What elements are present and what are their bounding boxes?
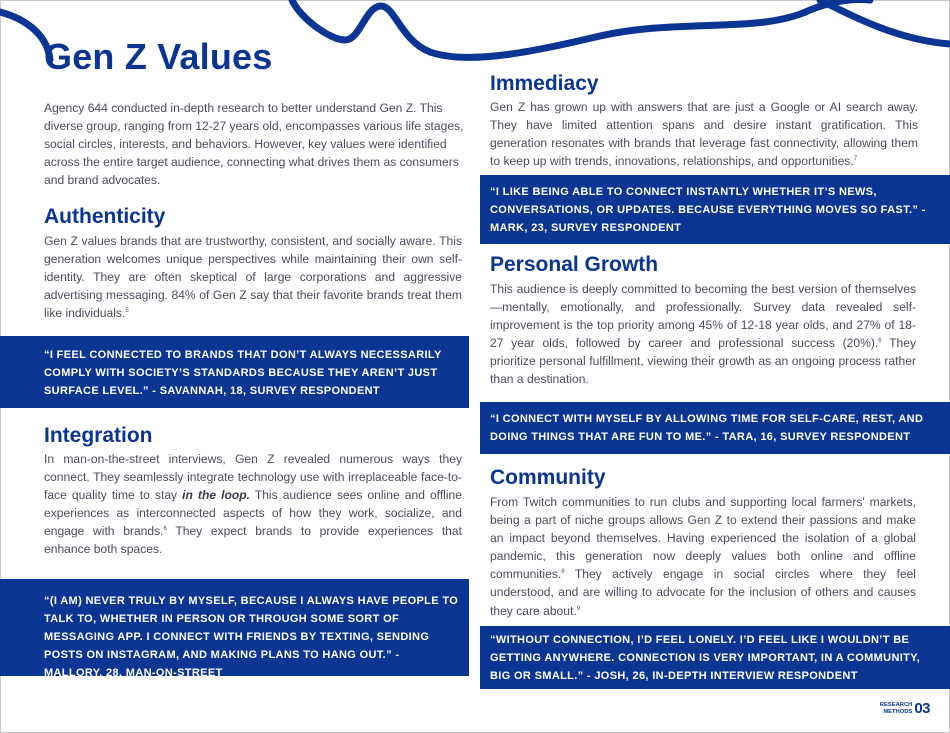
page-number: 03 bbox=[914, 700, 930, 717]
intro-paragraph: Agency 644 conducted in-depth research to better understand Gen Z. This diverse group, ranging from 12-27 years old, encompasses various life stages, social circles, interests, and behaviors. However, key values were identified across the entire target audience, connecting what drives them as consumers and brand advocates. bbox=[44, 101, 464, 188]
authenticity-paragraph: Gen Z values brands that are trustworthy, consistent, and socially aware. This generation welcomes unique perspectives while maintaining their own self-identity. They are often skeptical of large corporations and aggressive advertising messaging. 84% of Gen Z say that their favorite brands treat them like individuals.$^5$ bbox=[44, 234, 462, 321]
community-paragraph: From Twitch communities to run clubs and supporting local farmers' markets, being a part of niche groups allows Gen Z to extend their passions and make an impact beyond themselves. Having experienced the isolation of a global pandemic, this generation now deeply values both online and offline communities.$^8$ They actively engage in social circles where they feel understood, and are willing to advocate for the inclusion of others and causes they care about.$^9$ bbox=[490, 495, 916, 618]
section-label: RESEARCH METHODS bbox=[879, 702, 913, 715]
footnote-marker: 5 bbox=[125, 308, 129, 315]
authenticity-quote: “I FEEL CONNECTED TO BRANDS THAT DON’T ALWAYS NECESSARILY COMPLY WITH SOCIETY’S STANDARDS BECAUSE THEY AREN’T JUST SURFACE LEVEL.” - SAVANNAH, 18, SURVEY RESPONDENT bbox=[0, 336, 469, 408]
immediacy-heading: Immediacy bbox=[490, 72, 599, 95]
integration-heading: Integration bbox=[44, 424, 153, 447]
community-heading: Community bbox=[490, 466, 606, 489]
immediacy-paragraph: Gen Z has grown up with answers that are just a Google or AI search away. They have limited attention spans and desire instant gratification. This generation resonates with brands that leverage fast connectivity, allowing them to keep up with trends, innovations, relationships, and opportunities.$^7$ bbox=[490, 100, 918, 169]
integration-paragraph: In man-on-the-street interviews, Gen Z revealed numerous ways they connect. They seamlessly integrate technology use with irreplaceable face-to-face quality time to stay in the loop. This audience sees online and offline experiences as interconnected aspects of how they work, socialize, and engage with brands.$^6$ They expect brands to provide experiences that enhance both spaces. bbox=[44, 452, 463, 557]
personal-growth-quote: “I CONNECT WITH MYSELF BY ALLOWING TIME FOR SELF-CARE, REST, AND DOING THINGS THAT ARE FUN TO ME.” - TARA, 16, SURVEY RESPONDENT bbox=[480, 402, 950, 454]
footnote-marker: 8 bbox=[561, 569, 565, 576]
page-footer bbox=[880, 700, 930, 717]
personal-growth-heading: Personal Growth bbox=[490, 253, 659, 276]
footnote-marker: 7 bbox=[853, 156, 858, 163]
immediacy-quote: “I LIKE BEING ABLE TO CONNECT INSTANTLY WHETHER IT’S NEWS, CONVERSATIONS, OR UPDATES. BECAUSE EVERYTHING MOVES SO FAST.” - MARK, 23, SURVEY RESPONDENT bbox=[480, 175, 950, 244]
footnote-marker: 9 bbox=[576, 605, 581, 612]
authenticity-heading: Authenticity bbox=[44, 205, 166, 228]
integration-quote: “(I AM) NEVER TRULY BY MYSELF, BECAUSE I ALWAYS HAVE PEOPLE TO TALK TO, WHETHER IN PERSON OR THROUGH SOME SORT OF MESSAGING APP. I CONNECT WITH FRIENDS BY TEXTING, SENDING POSTS ON INSTAGRAM, AND MAKING PLANS TO HANG OUT.” - MALLORY, 28, MAN-ON-STREET bbox=[0, 579, 469, 676]
community-quote: “WITHOUT CONNECTION, I’D FEEL LONELY. I’D FEEL LIKE I WOULDN’T BE GETTING ANYWHERE. CONNECTION IS VERY IMPORTANT, IN A COMMUNITY, BIG OR SMALL.” - JOSH, 26, IN-DEPTH INTERVIEW RESPONDENT bbox=[480, 626, 950, 689]
personal-growth-paragraph: This audience is deeply committed to becoming the best version of themselves—mentally, emotionally, and professionally. Survey data revealed self-improvement is the top priority among 45% of 12-18 year olds, and 27% of 18-27 year olds, followed by career and professional success (20%).$^6$ They prioritize personal fulfillment, viewing their growth as an ongoing process rather than a destination. bbox=[490, 282, 916, 387]
page-title: Gen Z Values bbox=[44, 36, 273, 77]
footnote-marker: 6 bbox=[878, 338, 882, 345]
footnote-marker: 6 bbox=[163, 526, 167, 533]
